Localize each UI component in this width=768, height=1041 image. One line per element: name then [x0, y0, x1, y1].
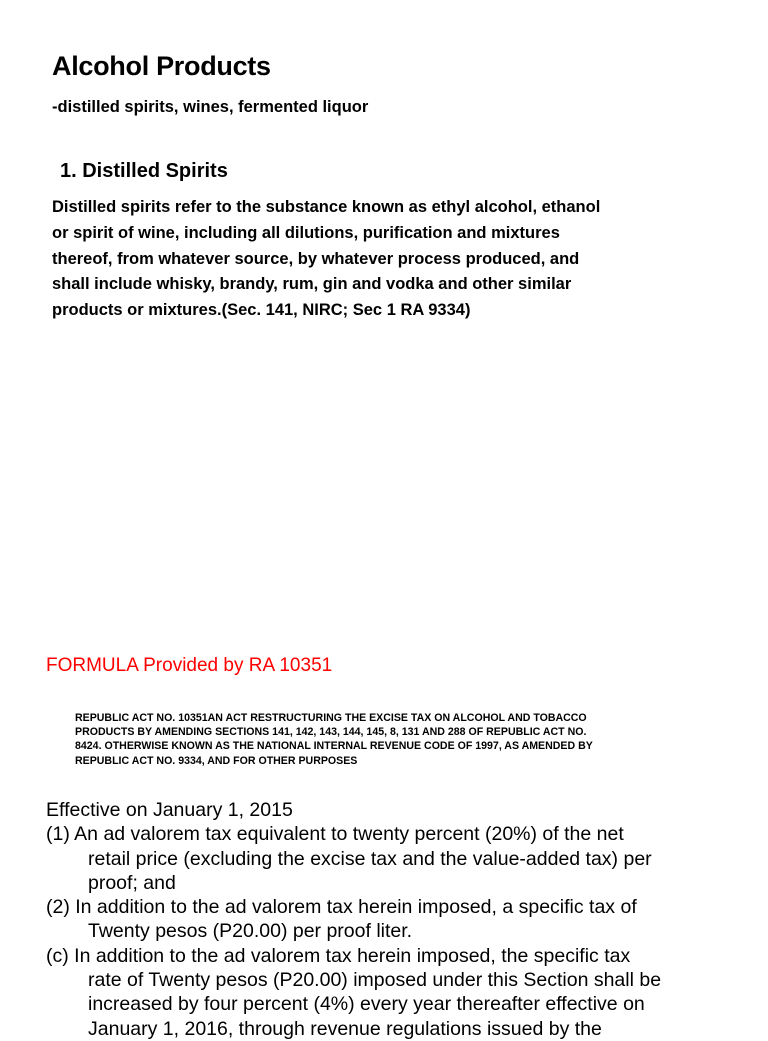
- page-subtitle: -distilled spirits, wines, fermented liquor: [52, 98, 369, 116]
- caption-line: PRODUCTS BY AMENDING SECTIONS 141, 142, 143, 144, 145, 8, 131 AND 288 OF REPUBLIC ACT NO.: [75, 726, 587, 739]
- effective-date-line: Effective on January 1, 2015: [46, 799, 293, 821]
- caption-line: 8424. OTHERWISE KNOWN AS THE NATIONAL INTERNAL REVENUE CODE OF 1997, AS AMENDED BY: [75, 740, 593, 753]
- provision-1-line: retail price (excluding the excise tax and the value-added tax) per: [88, 847, 652, 870]
- definition-line: shall include whisky, brandy, rum, gin and vodka and other similar: [52, 275, 572, 294]
- provision-1-line: proof; and: [88, 871, 176, 894]
- provision-3-line: (c) In addition to the ad valorem tax herein imposed, the specific tax: [46, 944, 631, 967]
- definition-line: Distilled spirits refer to the substance known as ethyl alcohol, ethanol: [52, 198, 601, 216]
- page-title: Alcohol Products: [52, 51, 271, 81]
- provisions-text: [46, 798, 746, 1041]
- formula-heading: FORMULA Provided by RA 10351: [46, 655, 333, 676]
- provision-3-line: January 1, 2016, through revenue regulations issued by the: [88, 1017, 602, 1040]
- definition-line: products or mixtures.(Sec. 141, NIRC; Sec 1 RA 9334): [52, 301, 471, 320]
- definition-line: thereof, from whatever source, by whatever process produced, and: [52, 249, 580, 268]
- republic-act-caption: [75, 711, 715, 768]
- definition-line: or spirit of wine, including all dilutions, purification and mixtures: [52, 223, 560, 242]
- caption-line: REPUBLIC ACT NO. 9334, AND FOR OTHER PURPOSES: [75, 754, 358, 767]
- provision-1-line: (1) An ad valorem tax equivalent to twenty percent (20%) of the net: [46, 823, 624, 846]
- provision-2-line: Twenty pesos (P20.00) per proof liter.: [88, 920, 413, 943]
- provision-2-line: (2) In addition to the ad valorem tax herein imposed, a specific tax of: [46, 896, 637, 919]
- section-heading-distilled-spirits: 1. Distilled Spirits: [60, 160, 228, 182]
- caption-line: REPUBLIC ACT NO. 10351AN ACT RESTRUCTURING THE EXCISE TAX ON ALCOHOL AND TOBACCO: [75, 712, 587, 724]
- provision-3-line: rate of Twenty pesos (P20.00) imposed under this Section shall be: [88, 969, 662, 992]
- distilled-spirits-definition: [52, 195, 692, 324]
- provision-3-line: increased by four percent (4%) every year thereafter effective on: [88, 993, 645, 1016]
